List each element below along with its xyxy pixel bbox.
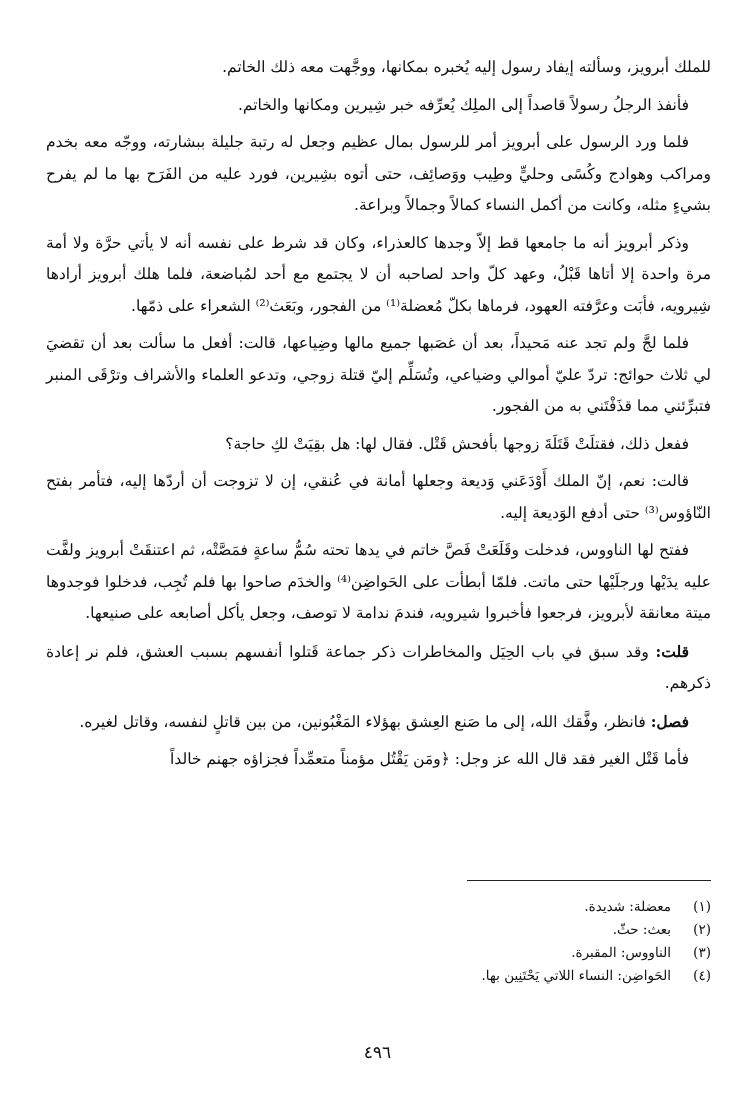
paragraph-5 — [46, 328, 711, 423]
paragraph-3-text: فلما ورد الرسول على أبرويز أمر للرسول بمال عظيم وجعل له رتبة جليلة ببشارته، ووجّه معه بخدم ومراكب وهوادج وكُسًى وحليٍّ وطِيب ووَصائِف، حتى أتوه بشِيرين، فورد عليه من الفَرَح بها ما لم يفرح بشيءٍ مثله، وكانت من أكمل النساء كمالاً وجمالاً وبراعة. — [46, 133, 711, 214]
paragraph-2-text: فأنفذ الرجلُ رسولاً قاصداً إلى الملِك يُعرِّفه خبر شِيرين ومكانها والخاتم. — [237, 95, 689, 114]
footnotes — [381, 896, 711, 988]
footnote-4 — [381, 965, 711, 988]
footnote-3 — [381, 942, 711, 965]
paragraph-10-text: فانظر، وفَّقك الله، إلى ما صَنع العِشق بهؤلاء المَغْبُونين، من بين قاتلٍ لنفسه، وقاتل لغيره. — [79, 712, 651, 731]
paragraph-10-lead: فصل: — [650, 711, 689, 731]
paragraph-2 — [46, 90, 711, 122]
footnote-2 — [381, 919, 711, 942]
page-number: ٤٩٦ — [363, 1043, 392, 1063]
paragraph-4 — [46, 228, 711, 323]
paragraph-9 — [46, 636, 711, 700]
footnote-4-number: (٤) — [693, 968, 711, 984]
paragraph-7-text: قالت: نعم، إنّ الملك أَوْدَعَني وَديعة وجعلها أمانة في عُنقي، إن لا تزوجت أن أردّها إليه، فتأمر بفتح النّاؤوس⁽³⁾ حتى أدفع الوَديعة إليه. — [46, 472, 711, 522]
paragraph-7 — [46, 466, 711, 529]
paragraph-1 — [46, 52, 711, 84]
paragraph-11-text: فأما قَتْل الغير فقد قال الله عز وجل: ﴿ومَن يَقْتُل مؤمناً متعمِّداً فجزاؤه جهنم خالداً — [170, 750, 689, 768]
paragraph-9-text: وقد سبق في باب الحِيَل والمخاطرات ذكر جماعة قَتلوا أنفسهم بسبب العشق، فلم نر إعادة ذكرهم. — [46, 642, 711, 692]
paragraph-4-text: وذكر أبرويز أنه ما جامعها قط إلاّ وجدها كالعذراء، وكان قد شرط على نفسه أنه لا يأتي حرَّة ولا أمة مرة واحدة إلا أتاها قَبْلُ، وعهد كلّ واحد لصاحبه أن لا يجتمع مع أحد لمُباضعة، فلما هلك أبرويز أرادها شِيرويه، فأبَت وعرَّفته العهود، فرماها بكلّ مُعضلة⁽¹⁾ من الفجور، وبَعَث⁽²⁾ الشعراء على ذمّها. — [46, 233, 711, 315]
paragraph-8 — [46, 535, 711, 630]
paragraph-9-lead: قلت: — [655, 641, 689, 661]
paragraph-11 — [46, 744, 711, 776]
footnote-1 — [381, 896, 711, 919]
paragraph-1-text: للملك أبرويز، وسألته إيفاد رسول إليه يُخبره بمكانها، ووجَّهت معه ذلك الخاتم. — [222, 58, 711, 76]
footnote-2-text: بعث: حثّ. — [612, 922, 671, 938]
footnote-1-number: (١) — [693, 899, 711, 915]
footnote-3-number: (٣) — [693, 945, 711, 961]
paragraph-3 — [46, 127, 711, 222]
paragraph-10 — [46, 706, 711, 739]
footnote-separator — [467, 880, 711, 881]
main-text — [46, 52, 711, 782]
footnote-4-text: الحَواضِن: النساء اللاتي يَحْتَنِين بها. — [481, 968, 671, 984]
footnote-3-text: الناووس: المقبرة. — [571, 945, 671, 961]
paragraph-5-text: فلما لجَّ ولم تجد عنه مَحيداً، بعد أن غصَبها جميع مالها وضِياعها، قالت: أفعل ما سألت بعد أن تقضيَ لي ثلاث حوائج: تردّ عليّ أموالي وضياعي، وتُسَلِّم إليّ قتلة زوجي، وتدعو العلماء والأشراف وترْقَى المنبر فتبرِّئني مما قذَفْتَني به من الفجور. — [46, 334, 711, 415]
paragraph-6 — [46, 429, 711, 461]
footnote-1-text: معضلة: شديدة. — [584, 899, 671, 915]
paragraph-6-text: ففعل ذلك، فقتلَتْ قَتَلَةَ زوجها بأفحش قَتْل. فقال لها: هل بقِيَتْ لكِ حاجة؟ — [225, 434, 689, 453]
paragraph-8-text: ففتح لها الناووس، فدخلت وقَلَعَتْ فَصَّ خاتم في يدها تحته سُمُّ ساعةٍ فمَصَّتْه، ثم اعتنقَتْ أبرويز ولفَّت عليه يدَيْها ورجلَيْها حتى ماتت. فلمّا أبطأت على الحَواضِن⁽⁴⁾ والخدَم صاحوا بها فلم تُجِب، فدخلوا فوجدوها ميتة معانقة لأبرويز، فرجعوا فأخبروا شيرويه، فندمَ ندامة لا توصف، وجعل يأكل أصابعه على صنيعها. — [46, 541, 711, 622]
footnote-2-number: (٢) — [693, 922, 711, 938]
